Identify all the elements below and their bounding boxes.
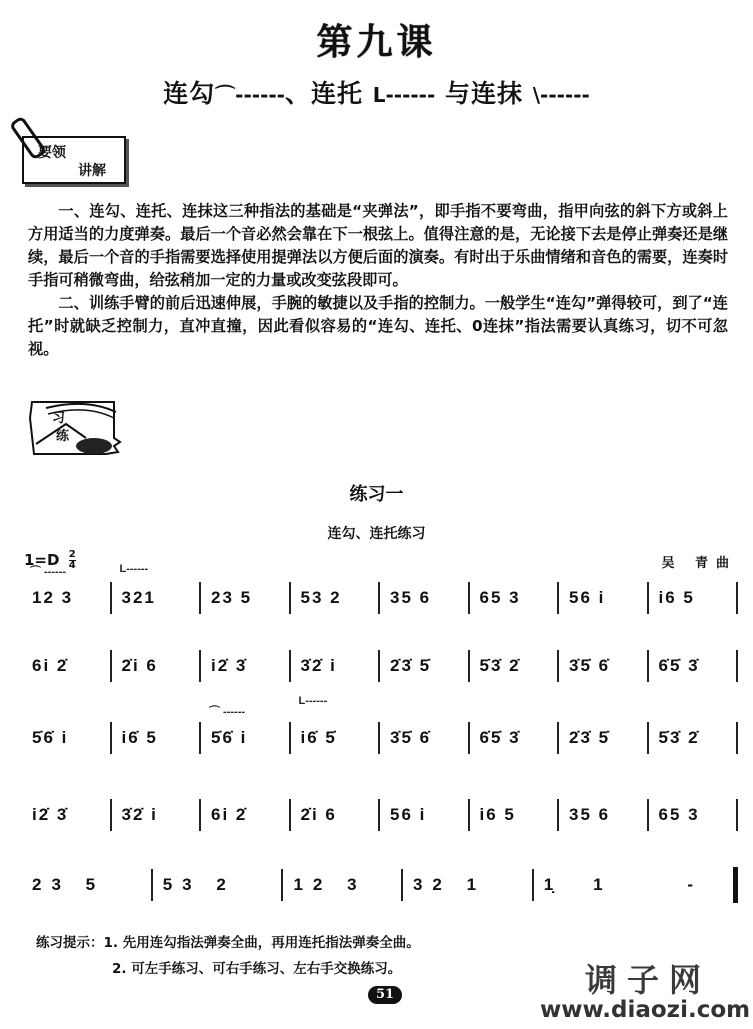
measure-notes: 3̇2̇ i bbox=[121, 805, 158, 824]
subtitle-part2: 、连托 bbox=[284, 79, 363, 108]
measure-notes: 23 5 bbox=[32, 875, 106, 894]
measure-notes: 2̇3̇ 5̇ bbox=[390, 656, 432, 675]
measure bbox=[22, 643, 110, 689]
measure-notes: i6̇ 5 bbox=[121, 728, 158, 747]
measure bbox=[534, 862, 733, 908]
explanation-text bbox=[28, 200, 728, 361]
lian-mo-mark-icon: \------ bbox=[532, 83, 590, 107]
measure bbox=[22, 566, 110, 621]
measure-notes: 12 3 bbox=[293, 875, 367, 894]
score-row-5 bbox=[22, 862, 738, 908]
score-row-4 bbox=[22, 792, 738, 838]
measure bbox=[22, 715, 110, 761]
measure-notes: 3̇5̇ 6̇ bbox=[390, 728, 432, 747]
measure bbox=[201, 792, 289, 838]
explain-badge bbox=[22, 136, 126, 184]
measure bbox=[559, 715, 647, 761]
measure bbox=[470, 643, 558, 689]
measure-notes: 1̣1 - bbox=[543, 875, 733, 894]
exercise-subtitle: 连勾、连托练习 bbox=[327, 526, 426, 542]
measure bbox=[380, 575, 468, 621]
measure bbox=[112, 715, 200, 761]
score-row-2 bbox=[22, 643, 738, 689]
measure bbox=[201, 643, 289, 689]
tips-row-1 bbox=[36, 930, 420, 956]
page-number: 51 bbox=[368, 986, 402, 1004]
explain-badge-line2: 讲解 bbox=[78, 163, 106, 179]
key-label: 1=D bbox=[24, 551, 60, 569]
measure bbox=[649, 715, 737, 761]
barline bbox=[736, 582, 738, 614]
tips-label: 练习提示： bbox=[36, 935, 104, 951]
watermark-url[interactable]: www.diaozi.com bbox=[540, 997, 751, 1023]
tip-item-1: 1. 先用连勾指法弹奏全曲，再用连托指法弹奏全曲。 bbox=[103, 935, 420, 951]
measure-notes: 3̇5̇ 6̇ bbox=[569, 656, 611, 675]
measure-notes: i6 5 bbox=[479, 805, 516, 824]
measure bbox=[153, 862, 282, 908]
final-barline bbox=[733, 867, 738, 903]
measure-notes: 2̇i 6 bbox=[121, 656, 158, 675]
measure-notes: 35 6 bbox=[390, 588, 432, 607]
subtitle-part3: 与连抹 bbox=[435, 79, 523, 108]
measure bbox=[283, 862, 401, 908]
measure bbox=[470, 715, 558, 761]
practice-badge-line1: 练 bbox=[56, 429, 70, 444]
measure bbox=[291, 695, 379, 761]
measure-notes: 5̇3̇ 2̇ bbox=[658, 728, 700, 747]
lian-gou-mark-icon: ⌒ ------ bbox=[209, 706, 246, 718]
score-row-3 bbox=[22, 695, 738, 761]
lian-gou-mark-icon: ⌒------ bbox=[215, 83, 285, 107]
measure bbox=[380, 643, 468, 689]
measure bbox=[22, 792, 110, 838]
measure bbox=[201, 706, 289, 761]
time-bottom: 4 bbox=[68, 560, 76, 571]
measure-notes: 6i 2̇ bbox=[211, 805, 248, 824]
measure-notes: 32 1 bbox=[412, 875, 487, 894]
lesson-title: 第九课 bbox=[316, 21, 437, 63]
measure bbox=[380, 792, 468, 838]
explain-badge-line1: 要领 bbox=[38, 145, 66, 161]
measure-notes: 12 3 bbox=[32, 588, 74, 607]
measure-notes: i2̇ 3̇ bbox=[211, 656, 248, 675]
measure-notes: 6̇5̇ 3̇ bbox=[658, 656, 700, 675]
measure-notes: 56 i bbox=[569, 588, 606, 607]
measure bbox=[291, 792, 379, 838]
measure-notes: 65 3 bbox=[479, 588, 521, 607]
exercise-title: 练习一 bbox=[349, 484, 404, 505]
measure-notes: 65 3 bbox=[658, 805, 700, 824]
lian-tuo-mark-icon: L------ bbox=[372, 83, 436, 107]
measure bbox=[112, 563, 200, 621]
measure bbox=[403, 862, 532, 908]
measure bbox=[649, 643, 737, 689]
measure bbox=[559, 575, 647, 621]
watermark-logo: 调子网 bbox=[585, 961, 712, 999]
measure-notes: 35 6 bbox=[569, 805, 611, 824]
practice-tips bbox=[36, 930, 420, 982]
barline bbox=[736, 799, 738, 831]
measure bbox=[291, 643, 379, 689]
measure bbox=[201, 575, 289, 621]
measure-notes: 2̇i 6 bbox=[300, 805, 337, 824]
tip-item-2: 2. 可左手练习、可右手练习、左右手交换练习。 bbox=[112, 961, 402, 977]
practice-badge-line2: 习 bbox=[52, 411, 66, 426]
measure-notes: 321 bbox=[121, 588, 156, 607]
measure-notes: 23 5 bbox=[211, 588, 253, 607]
measure bbox=[649, 575, 737, 621]
measure bbox=[649, 792, 737, 838]
measure bbox=[291, 575, 379, 621]
subtitle-part1: 连勾 bbox=[163, 79, 216, 108]
lian-tuo-mark-icon: L------ bbox=[119, 563, 149, 575]
time-top: 2 bbox=[68, 549, 76, 560]
paragraph-1: 一、连勾、连托、连抹这三种指法的基础是“夹弹法”，即手指不要弯曲，指甲向弦的斜下方或斜上方用适当的力度弹奏。最后一个音必然会靠在下一根弦上。值得注意的是，无论接下去是停止弹奏还是继续，最后一个音的手指需要选择使用提弹法以方便后面的演奏。有时出于乐曲情绪和音色的需要，连奏时手指可稍微弯曲，给弦稍加一定的力量或改变弦段即可。 bbox=[28, 202, 728, 289]
measure-notes: 3̇2̇ i bbox=[300, 656, 337, 675]
measure-notes: 5̇3̇ 2̇ bbox=[479, 656, 521, 675]
measure bbox=[22, 862, 151, 908]
measure bbox=[470, 575, 558, 621]
barline bbox=[736, 722, 738, 754]
measure-notes: i6 5 bbox=[658, 588, 695, 607]
lesson-subtitle bbox=[0, 74, 753, 110]
measure-notes: 53 2 bbox=[300, 588, 342, 607]
measure-notes: 53 2 bbox=[162, 875, 236, 894]
measure-notes: i6̇ 5̇ bbox=[300, 728, 337, 747]
paragraph-2: 二、训练手臂的前后迅速伸展，手腕的敏捷以及手指的控制力。一般学生“连勾”弹得较可，到了“连托”时就缺乏控制力，直冲直撞，因此看似容易的“连勾、连托、0连抹”指法需要认真练习，切不可忽视。 bbox=[28, 294, 728, 358]
measure-notes: 6̇5̇ 3̇ bbox=[479, 728, 521, 747]
measure-notes: 2̇3̇ 5̇ bbox=[569, 728, 611, 747]
barline bbox=[736, 650, 738, 682]
lian-gou-mark-icon: ⌒ ------ bbox=[30, 566, 67, 578]
measure bbox=[380, 715, 468, 761]
measure bbox=[559, 792, 647, 838]
measure bbox=[470, 792, 558, 838]
lian-tuo-mark-icon: L------ bbox=[298, 695, 328, 707]
practice-illustration-icon bbox=[26, 398, 122, 458]
measure-notes: 5̇6̇ i bbox=[32, 728, 69, 747]
measure-notes: i2̇ 3̇ bbox=[32, 805, 69, 824]
composer: 吴 青曲 bbox=[661, 556, 737, 571]
measure-notes: 5̇6̇ i bbox=[211, 728, 248, 747]
measure bbox=[112, 643, 200, 689]
measure-notes: 56 i bbox=[390, 805, 427, 824]
measure bbox=[112, 792, 200, 838]
measure-notes: 6i 2̇ bbox=[32, 656, 69, 675]
practice-badge bbox=[26, 398, 122, 458]
measure bbox=[559, 643, 647, 689]
time-signature bbox=[69, 550, 76, 571]
